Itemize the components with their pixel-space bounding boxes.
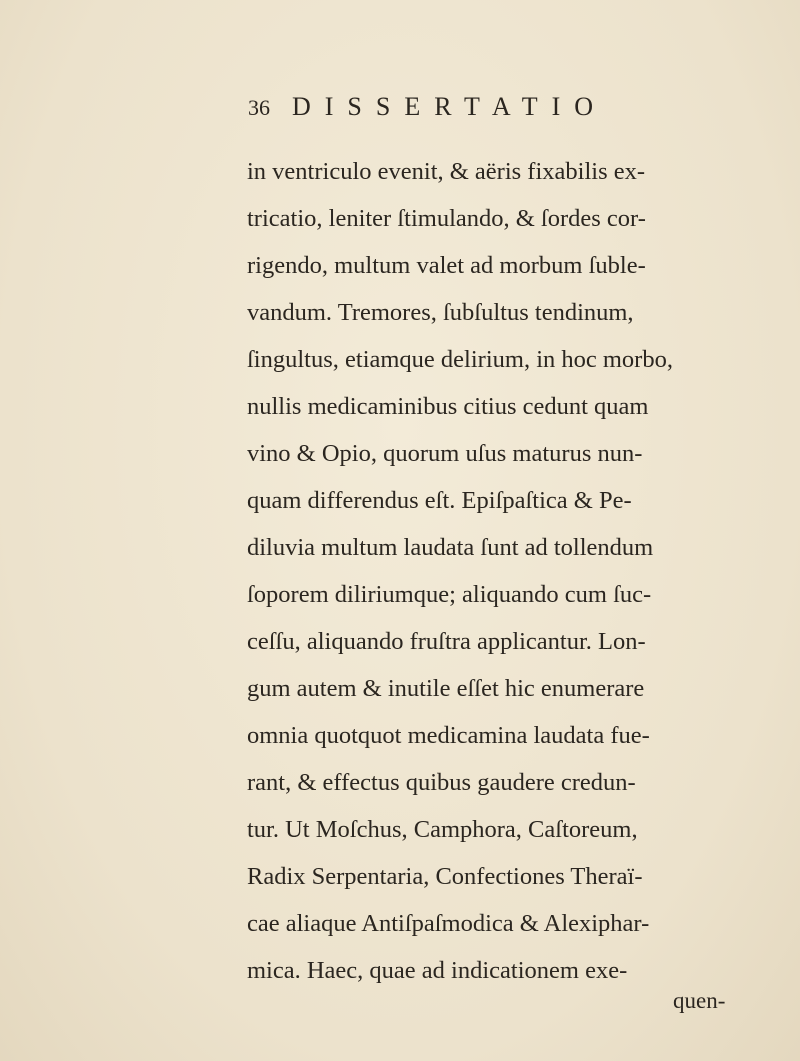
text-line: Radix Serpentaria, Confectiones Theraï- xyxy=(247,863,643,890)
text-line: cae aliaque Antiſpaſmodica & Alexiphar- xyxy=(247,910,650,937)
text-line: gum autem & inutile eſſet hic enumerare xyxy=(247,675,645,702)
text-line: tricatio, leniter ſtimulando, & ſordes cor- xyxy=(247,205,646,232)
text-line: vino & Opio, quorum uſus maturus nun- xyxy=(247,440,643,467)
text-line: in ventriculo evenit, & aëris fixabilis ex- xyxy=(247,158,646,185)
text-line: rant, & effectus quibus gaudere credun- xyxy=(247,769,636,796)
page-number: 36 xyxy=(248,95,270,120)
text-line: diluvia multum laudata ſunt ad tollendum xyxy=(247,534,654,561)
text-line: tur. Ut Moſchus, Camphora, Caſtoreum, xyxy=(247,816,638,843)
text-line: ſingultus, etiamque delirium, in hoc morbo, xyxy=(247,346,673,373)
running-title: DISSERTATIO xyxy=(292,92,608,121)
text-line: rigendo, multum valet ad morbum ſuble- xyxy=(247,252,646,279)
text-line: vandum. Tremores, ſubſultus tendinum, xyxy=(247,299,634,326)
catchword: quen- xyxy=(673,988,726,1013)
body-text xyxy=(247,148,767,994)
text-line: quam differendus eſt. Epiſpaſtica & Pe- xyxy=(247,487,632,514)
text-line: mica. Haec, quae ad indicationem exe- xyxy=(247,957,628,984)
text-line: ſoporem diliriumque; aliquando cum ſuc- xyxy=(247,581,652,608)
text-line: omnia quotquot medicamina laudata fue- xyxy=(247,722,650,749)
text-line: ceſſu, aliquando fruſtra applicantur. Lon- xyxy=(247,628,646,655)
text-line: nullis medicaminibus citius cedunt quam xyxy=(247,393,649,420)
page-header xyxy=(248,92,607,122)
